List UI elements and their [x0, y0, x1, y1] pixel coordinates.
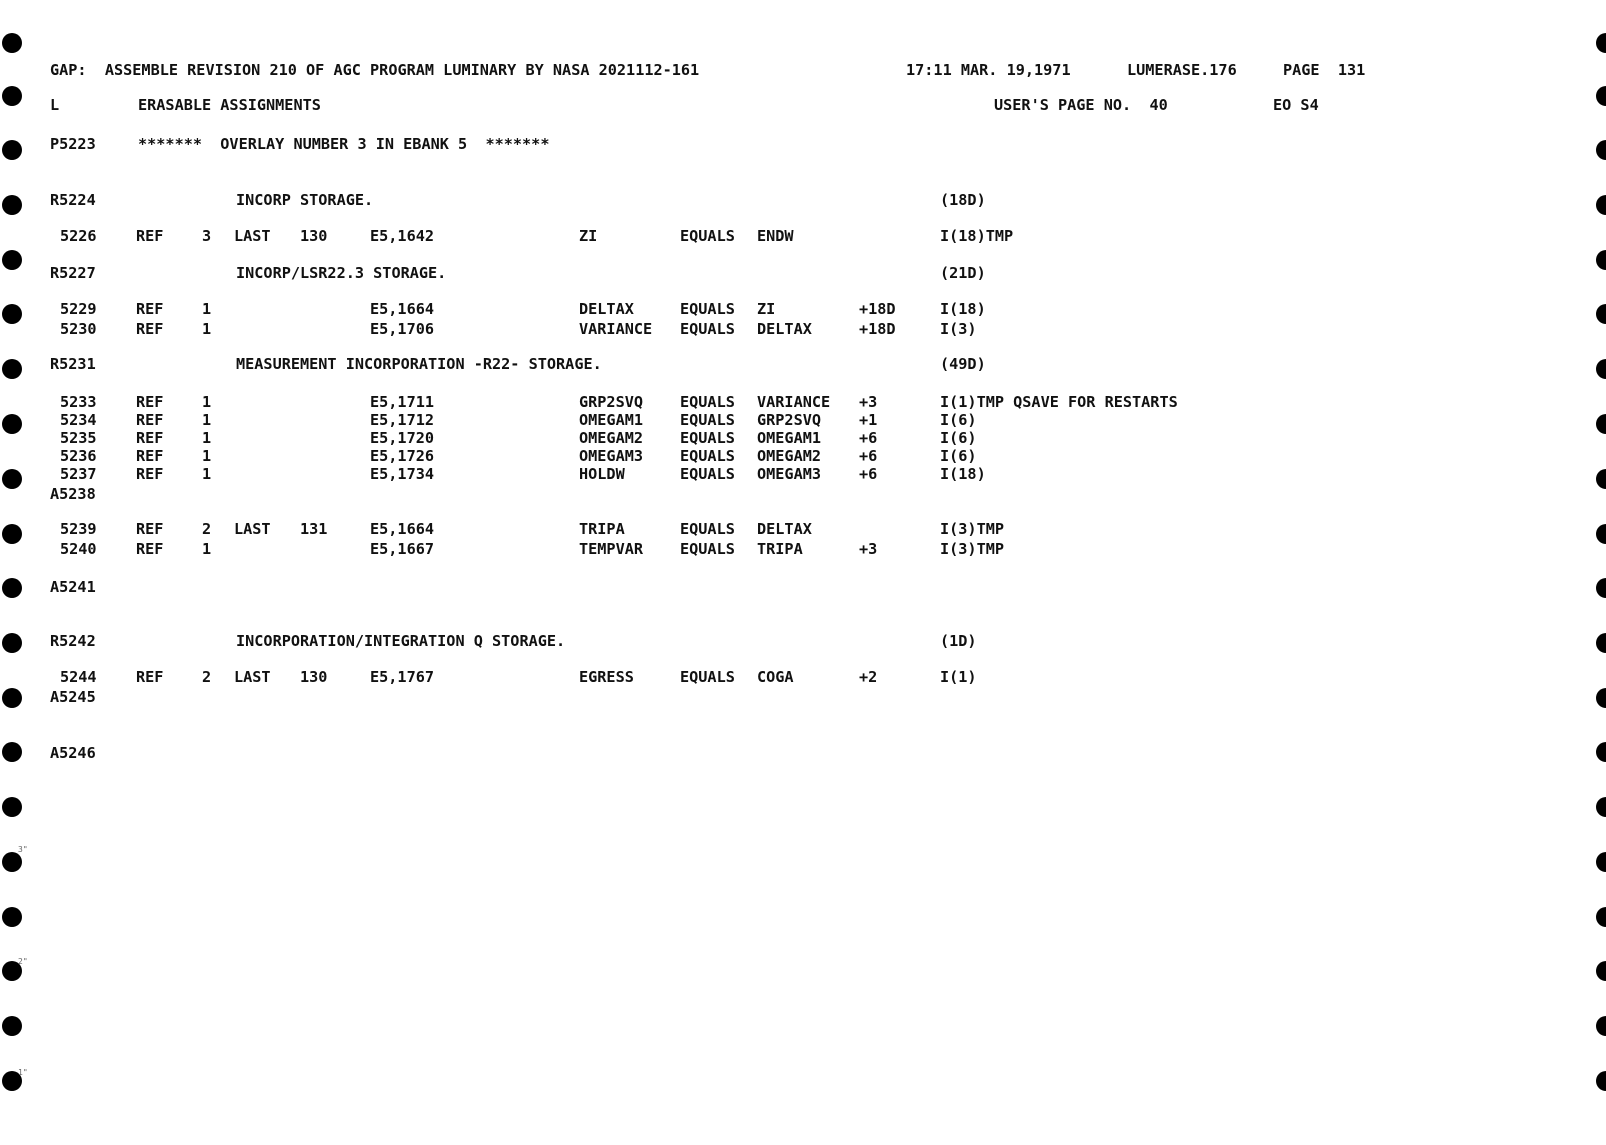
punch-hole	[1596, 33, 1606, 53]
row-offset: +6	[859, 465, 878, 483]
row-note: I(6)	[940, 411, 977, 429]
row-target: GRP2SVQ	[757, 411, 822, 429]
punch-hole	[2, 907, 22, 927]
overlay-banner: ******* OVERLAY NUMBER 3 IN EBANK 5 *******	[138, 135, 550, 153]
row-name: TRIPA	[579, 520, 625, 538]
punch-hole	[2, 688, 22, 708]
punch-hole	[1596, 469, 1606, 489]
row-num: 5234	[60, 411, 97, 429]
header-gap-line: GAP: ASSEMBLE REVISION 210 OF AGC PROGRAM LUMINARY BY NASA 2021112-161	[50, 61, 700, 79]
row-ref: REF	[136, 227, 164, 245]
punch-hole	[1596, 524, 1606, 544]
row-last: LAST	[234, 520, 271, 538]
row-name: EGRESS	[579, 668, 634, 686]
punch-hole	[2, 304, 22, 324]
punch-hole	[1596, 633, 1606, 653]
row-comment: INCORP/LSR22.3 STORAGE.	[236, 264, 447, 282]
row-name: ZI	[579, 227, 598, 245]
row-offset: +6	[859, 429, 878, 447]
punch-hole	[2, 250, 22, 270]
row-addr: E5,1767	[370, 668, 435, 686]
row-addr: E5,1642	[370, 227, 435, 245]
punch-hole	[2, 86, 22, 106]
row-num: 5226	[60, 227, 97, 245]
row-addr: E5,1664	[370, 520, 435, 538]
row-addr: E5,1711	[370, 393, 435, 411]
row-target: ENDW	[757, 227, 794, 245]
row-addr: E5,1720	[370, 429, 435, 447]
row-addr: E5,1734	[370, 465, 435, 483]
row-ref: REF	[136, 540, 164, 558]
punch-hole	[2, 469, 22, 489]
row-target: OMEGAM3	[757, 465, 822, 483]
row-note: I(1)TMP QSAVE FOR RESTARTS	[940, 393, 1178, 411]
header-timestamp: 17:11 MAR. 19,1971	[906, 61, 1071, 79]
row-num: 5244	[60, 668, 97, 686]
row-lastno: 130	[300, 227, 328, 245]
row-note: (1D)	[940, 632, 977, 650]
punch-hole	[1596, 414, 1606, 434]
row-id: A5241	[50, 578, 96, 596]
row-name: DELTAX	[579, 300, 634, 318]
row-num: 5236	[60, 447, 97, 465]
margin-mark: 1"	[18, 1068, 28, 1077]
punch-hole	[2, 359, 22, 379]
row-note: I(6)	[940, 447, 977, 465]
row-ref: REF	[136, 393, 164, 411]
row-count: 2	[202, 520, 212, 538]
row-num: 5230	[60, 320, 97, 338]
row-ref: REF	[136, 447, 164, 465]
punch-hole	[2, 1016, 22, 1036]
punch-hole	[2, 742, 22, 762]
punch-hole	[1596, 140, 1606, 160]
punch-hole	[2, 852, 22, 872]
row-id: A5245	[50, 688, 96, 706]
punch-hole	[2, 524, 22, 544]
row-target: DELTAX	[757, 320, 812, 338]
punch-hole	[1596, 1016, 1606, 1036]
row-addr: E5,1726	[370, 447, 435, 465]
row-op: EQUALS	[680, 540, 735, 558]
row-offset: +3	[859, 393, 878, 411]
row-count: 1	[202, 465, 212, 483]
row-offset: +6	[859, 447, 878, 465]
punch-hole	[2, 414, 22, 434]
punch-hole	[1596, 86, 1606, 106]
row-ref: REF	[136, 520, 164, 538]
row-id: A5246	[50, 744, 96, 762]
row-name: HOLDW	[579, 465, 625, 483]
row-count: 1	[202, 429, 212, 447]
row-op: EQUALS	[680, 447, 735, 465]
punch-hole	[2, 140, 22, 160]
row-note: I(3)TMP	[940, 520, 1005, 538]
row-target: ZI	[757, 300, 776, 318]
row-ref: REF	[136, 465, 164, 483]
row-comment: MEASUREMENT INCORPORATION -R22- STORAGE.	[236, 355, 602, 373]
row-count: 3	[202, 227, 212, 245]
row-num: 5233	[60, 393, 97, 411]
row-last: LAST	[234, 668, 271, 686]
row-note: I(18)TMP	[940, 227, 1014, 245]
row-op: EQUALS	[680, 393, 735, 411]
punch-hole	[2, 797, 22, 817]
row-ref: REF	[136, 300, 164, 318]
row-id: A5238	[50, 485, 96, 503]
row-comment: INCORP STORAGE.	[236, 191, 374, 209]
row-target: COGA	[757, 668, 794, 686]
row-count: 1	[202, 447, 212, 465]
row-note: (21D)	[940, 264, 986, 282]
row-count: 1	[202, 411, 212, 429]
punch-hole	[1596, 359, 1606, 379]
row-id: R5231	[50, 355, 96, 373]
row-target: OMEGAM2	[757, 447, 822, 465]
row-num: 5237	[60, 465, 97, 483]
row-ref: REF	[136, 411, 164, 429]
section-title: ERASABLE ASSIGNMENTS	[138, 96, 321, 114]
row-ref: REF	[136, 668, 164, 686]
left-tractor-holes	[0, 0, 24, 1145]
row-offset: +2	[859, 668, 878, 686]
header-page: PAGE 131	[1283, 61, 1366, 79]
punch-hole	[1596, 852, 1606, 872]
row-offset: +3	[859, 540, 878, 558]
row-count: 1	[202, 540, 212, 558]
punch-hole	[1596, 907, 1606, 927]
row-addr: E5,1706	[370, 320, 435, 338]
row-addr: E5,1667	[370, 540, 435, 558]
row-num: 5239	[60, 520, 97, 538]
row-note: I(3)	[940, 320, 977, 338]
row-offset: +18D	[859, 300, 896, 318]
row-op: EQUALS	[680, 429, 735, 447]
row-op: EQUALS	[680, 300, 735, 318]
row-ref: REF	[136, 320, 164, 338]
row-note: I(6)	[940, 429, 977, 447]
row-op: EQUALS	[680, 520, 735, 538]
row-target: DELTAX	[757, 520, 812, 538]
row-note: I(3)TMP	[940, 540, 1005, 558]
row-count: 2	[202, 668, 212, 686]
row-op: EQUALS	[680, 411, 735, 429]
row-note: I(18)	[940, 465, 986, 483]
punch-hole	[1596, 1071, 1606, 1091]
row-target: TRIPA	[757, 540, 803, 558]
punch-hole	[1596, 578, 1606, 598]
row-name: OMEGAM3	[579, 447, 644, 465]
punch-hole	[2, 33, 22, 53]
margin-mark: 3"	[18, 845, 28, 854]
row-lastno: 131	[300, 520, 328, 538]
punch-hole	[2, 195, 22, 215]
row-name: OMEGAM1	[579, 411, 644, 429]
punch-hole	[1596, 797, 1606, 817]
row-offset: +18D	[859, 320, 896, 338]
row-id: R5224	[50, 191, 96, 209]
row-num: 5229	[60, 300, 97, 318]
row-addr: E5,1664	[370, 300, 435, 318]
row-op: EQUALS	[680, 320, 735, 338]
row-name: GRP2SVQ	[579, 393, 644, 411]
row-comment: INCORPORATION/INTEGRATION Q STORAGE.	[236, 632, 566, 650]
right-tractor-holes	[1582, 0, 1606, 1145]
row-name: OMEGAM2	[579, 429, 644, 447]
header-file: LUMERASE.176	[1127, 61, 1237, 79]
row-note: (49D)	[940, 355, 986, 373]
eo-code: EO S4	[1273, 96, 1319, 114]
punch-hole	[1596, 688, 1606, 708]
row-count: 1	[202, 393, 212, 411]
overlay-line-number: P5223	[50, 135, 96, 153]
row-op: EQUALS	[680, 668, 735, 686]
row-note: (18D)	[940, 191, 986, 209]
row-lastno: 130	[300, 668, 328, 686]
row-id: R5242	[50, 632, 96, 650]
row-id: R5227	[50, 264, 96, 282]
punch-hole	[2, 633, 22, 653]
row-ref: REF	[136, 429, 164, 447]
row-name: VARIANCE	[579, 320, 653, 338]
punch-hole	[1596, 961, 1606, 981]
row-count: 1	[202, 300, 212, 318]
row-note: I(1)	[940, 668, 977, 686]
row-num: 5235	[60, 429, 97, 447]
section-marker: L	[50, 96, 60, 114]
row-op: EQUALS	[680, 465, 735, 483]
row-target: OMEGAM1	[757, 429, 822, 447]
row-count: 1	[202, 320, 212, 338]
row-offset: +1	[859, 411, 878, 429]
punch-hole	[1596, 250, 1606, 270]
row-target: VARIANCE	[757, 393, 831, 411]
users-page-number: USER'S PAGE NO. 40	[994, 96, 1168, 114]
margin-mark: 2"	[18, 957, 28, 966]
row-last: LAST	[234, 227, 271, 245]
row-op: EQUALS	[680, 227, 735, 245]
punch-hole	[2, 578, 22, 598]
punch-hole	[1596, 304, 1606, 324]
row-addr: E5,1712	[370, 411, 435, 429]
row-note: I(18)	[940, 300, 986, 318]
row-name: TEMPVAR	[579, 540, 644, 558]
punch-hole	[1596, 195, 1606, 215]
punch-hole	[1596, 742, 1606, 762]
row-num: 5240	[60, 540, 97, 558]
